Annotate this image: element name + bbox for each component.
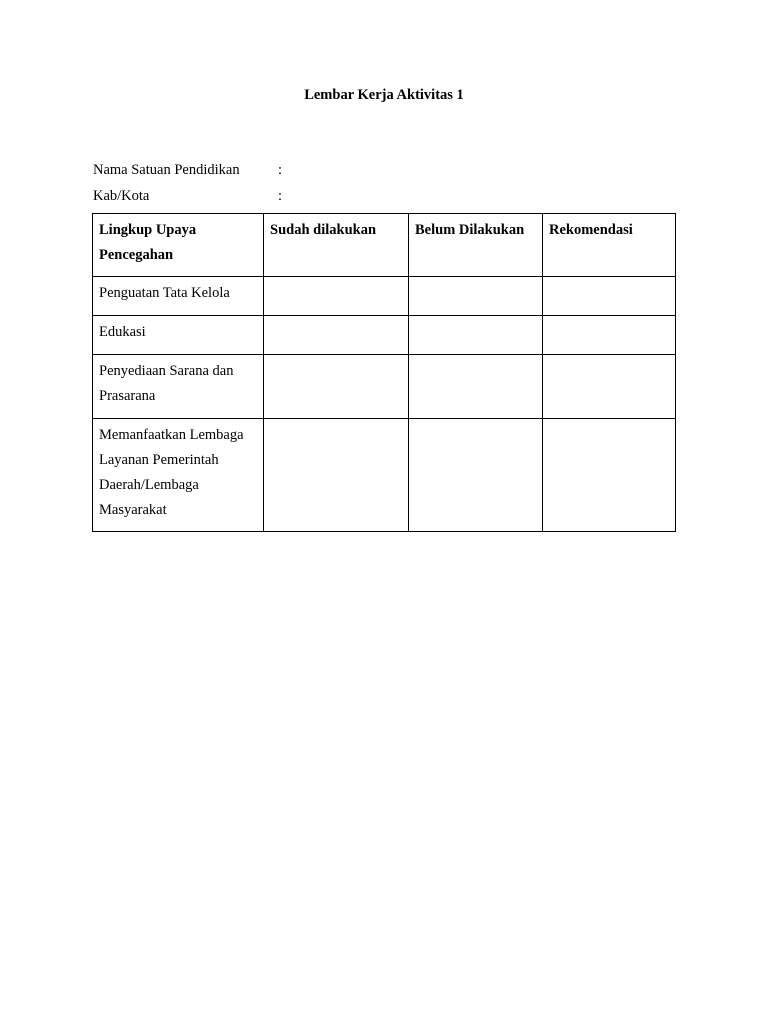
cell-scope: Memanfaatkan Lembaga Layanan Pemerintah Daerah/Lembaga Masyarakat — [93, 419, 264, 532]
cell-done — [264, 316, 409, 355]
table-row — [93, 316, 676, 355]
field-label: Kab/Kota — [93, 188, 150, 204]
cell-not-done — [409, 277, 543, 316]
header-cell-done: Sudah dilakukan — [264, 214, 409, 277]
header-cell-scope: Lingkup Upaya Pencegahan — [93, 214, 264, 277]
table-row — [93, 277, 676, 316]
cell-not-done — [409, 419, 543, 532]
cell-recommendation — [543, 355, 676, 419]
table-row — [93, 355, 676, 419]
page-title: Lembar Kerja Aktivitas 1 — [304, 87, 464, 103]
cell-done — [264, 355, 409, 419]
field-colon: : — [278, 162, 283, 178]
cell-done — [264, 277, 409, 316]
header-cell-recommendation: Rekomendasi — [543, 214, 676, 277]
cell-recommendation — [543, 419, 676, 532]
table-row — [93, 419, 676, 532]
field-label: Nama Satuan Pendidikan — [93, 162, 240, 178]
cell-scope: Penguatan Tata Kelola — [93, 277, 264, 316]
worksheet-table — [92, 213, 676, 532]
field-school-name — [93, 162, 693, 182]
cell-scope: Penyediaan Sarana dan Prasarana — [93, 355, 264, 419]
field-city — [93, 188, 693, 208]
header-cell-not-done: Belum Dilakukan — [409, 214, 543, 277]
cell-not-done — [409, 355, 543, 419]
cell-scope: Edukasi — [93, 316, 264, 355]
cell-recommendation — [543, 277, 676, 316]
cell-done — [264, 419, 409, 532]
table-header-row — [93, 214, 676, 277]
field-colon: : — [278, 188, 283, 204]
cell-not-done — [409, 316, 543, 355]
cell-recommendation — [543, 316, 676, 355]
